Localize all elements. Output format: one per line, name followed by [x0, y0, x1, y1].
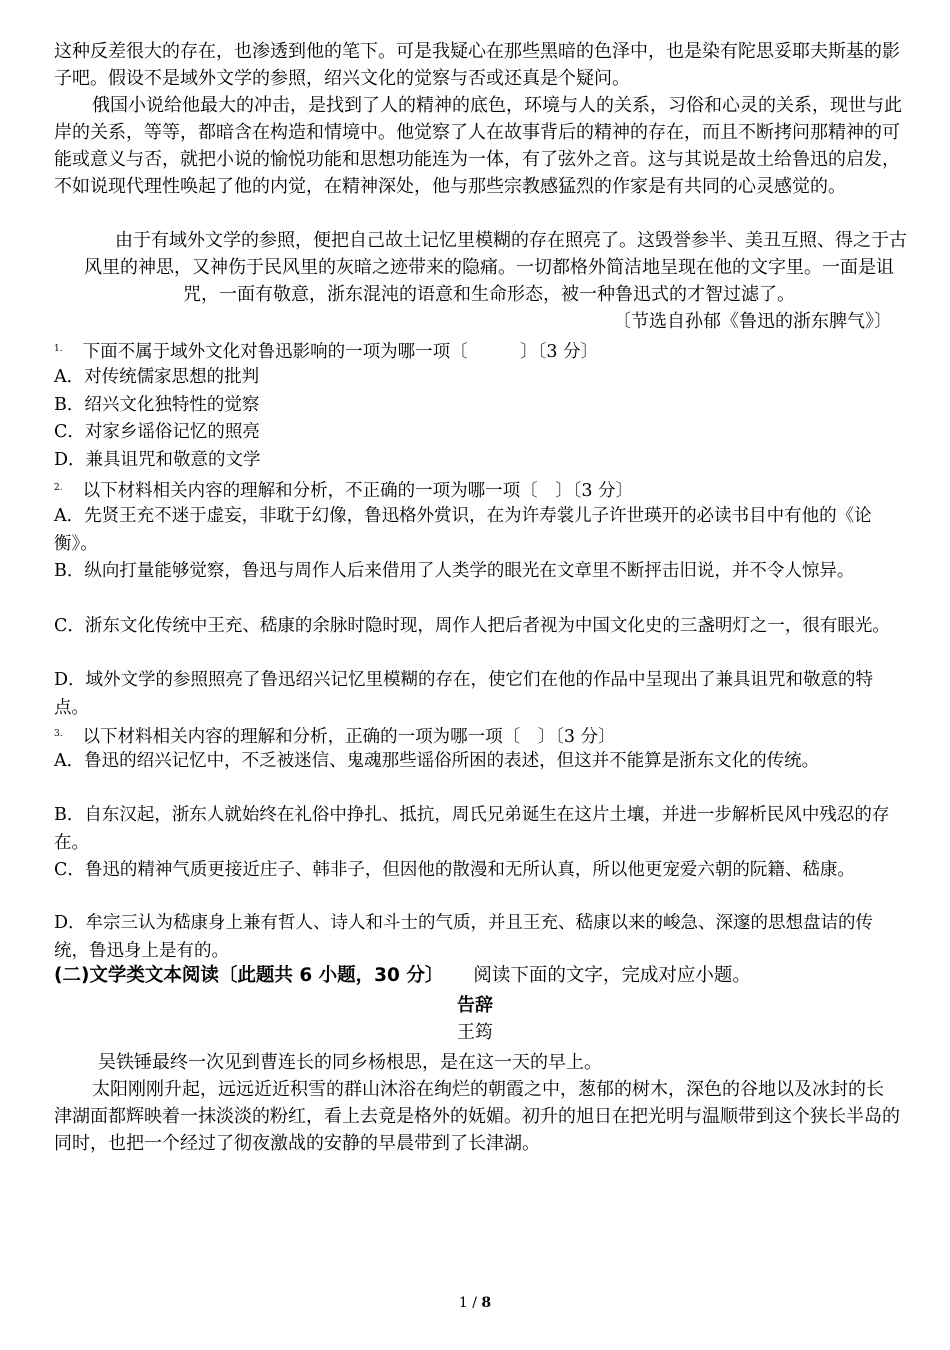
option-b: B．绍兴文化独特性的觉察	[54, 395, 260, 415]
question-number: 2.	[54, 483, 63, 493]
option-b: B．自东汉起，浙东人就始终在礼俗中挣扎、抵抗，周氏兄弟诞生在这片土壤，并进一步解析民风中残忍的存在。	[54, 805, 890, 853]
option-b: B．纵向打量能够觉察，鲁迅与周作人后来借用了人类学的眼光在文章里不断抨击旧说，并不令人惊异。	[54, 561, 855, 581]
option-d: D．域外文学的参照照亮了鲁迅绍兴记忆里模糊的存在，使它们在他的作品中呈现出了兼具诅咒和敬意的特点。	[54, 670, 874, 718]
question-2	[54, 475, 633, 505]
passage-paragraph: 俄国小说给他最大的冲击，是找到了人的精神的底色，环境与人的关系，习俗和心灵的关系，现世与此岸的关系，等等，都暗含在构造和情境中。他觉察了人在故事背后的精神的存在，而且不断拷问那精神的可能或意义与否，就把小说的愉悦功能和思想功能连为一体，有了弦外之音。这与其说是故土给鲁迅的启发，不如说现代理性唤起了他的内觉，在精神深处，他与那些宗教感猛烈的作家是有共同的心灵感觉的。	[54, 95, 902, 197]
question-stem: 下面不属于域外文化对鲁迅影响的一项为哪一项〔 〕〔3 分〕	[82, 342, 599, 362]
option-a: A．鲁迅的绍兴记忆中，不乏被迷信、鬼魂那些谣俗所困的表述，但这并不能算是浙东文化的传统。	[54, 751, 820, 771]
section-instruction: 阅读下面的文字，完成对应小题。	[473, 965, 751, 986]
passage-paragraph: 由于有域外文学的参照，便把自己故土记忆里模糊的存在照亮了。这毁誉参半、美丑互照、得之于古风里的神思，又神伤于民风里的灰暗之迹带来的隐痛。一切都格外简洁地呈现在他的文字里。一面是诅咒，一面有敬意，浙东混沌的语意和生命形态，被一种鲁迅式的才智过滤了。	[84, 230, 907, 305]
option-a: A．对传统儒家思想的批判	[54, 367, 260, 387]
question-3	[54, 721, 616, 751]
section-heading	[54, 962, 914, 990]
current-page: 1	[458, 1295, 468, 1311]
question-number: 1.	[54, 344, 63, 354]
option-d: D．兼具诅咒和敬意的文学	[54, 450, 261, 470]
page-number	[0, 1295, 950, 1311]
question-stem: 以下材料相关内容的理解和分析，正确的一项为哪一项〔 〕〔3 分〕	[82, 727, 616, 747]
passage-paragraph: 这种反差很大的存在，也渗透到他的笔下。可是我疑心在那些黑暗的色泽中，也是染有陀思妥耶夫斯基的影子吧。假设不是域外文学的参照，绍兴文化的觉察与否或还真是个疑问。	[54, 41, 900, 89]
story-title: 告辞	[457, 995, 493, 1016]
question-number: 3.	[54, 729, 63, 739]
question-stem: 以下材料相关内容的理解和分析，不正确的一项为哪一项〔 〕〔3 分〕	[82, 481, 634, 501]
option-c: C．鲁迅的精神气质更接近庄子、韩非子，但因他的散漫和无所认真，所以他更宠爱六朝的阮籍、嵇康。	[54, 860, 855, 880]
option-a: A．先贤王充不迷于虚妄，非耽于幻像，鲁迅格外赏识，在为许寿裳儿子许世瑛开的必读书目中有他的《论衡》。	[54, 506, 872, 554]
story-paragraph: 太阳刚刚升起，远远近近积雪的群山沐浴在绚烂的朝霞之中，葱郁的树木，深色的谷地以及冰封的长津湖面都辉映着一抹淡淡的粉红，看上去竟是格外的妩媚。初升的旭日在把光明与温顺带到这个狭长半岛的同时，也把一个经过了彻夜激战的安静的早晨带到了长津湖。	[54, 1079, 900, 1154]
page-separator: /	[467, 1295, 482, 1311]
total-pages: 8	[481, 1295, 492, 1311]
question-1	[54, 336, 598, 366]
story-paragraph: 吴铁锤最终一次见到曹连长的同乡杨根思，是在这一天的早上。	[98, 1052, 602, 1073]
option-c: C．浙东文化传统中王充、嵇康的余脉时隐时现，周作人把后者视为中国文化史的三盏明灯之一，很有眼光。	[54, 616, 890, 636]
section-title: (二)文学类文本阅读〔此题共 6 小题，30 分〕	[54, 965, 444, 986]
passage-source: 〔节选自孙郁《鲁迅的浙东脾气》〕	[613, 311, 892, 332]
option-d: D．牟宗三认为嵇康身上兼有哲人、诗人和斗士的气质，并且王充、嵇康以来的峻急、深邃的思想盘诘的传统，鲁迅身上是有的。	[54, 913, 874, 961]
story-author: 王筠	[457, 1022, 493, 1043]
option-c: C．对家乡谣俗记忆的照亮	[54, 422, 260, 442]
